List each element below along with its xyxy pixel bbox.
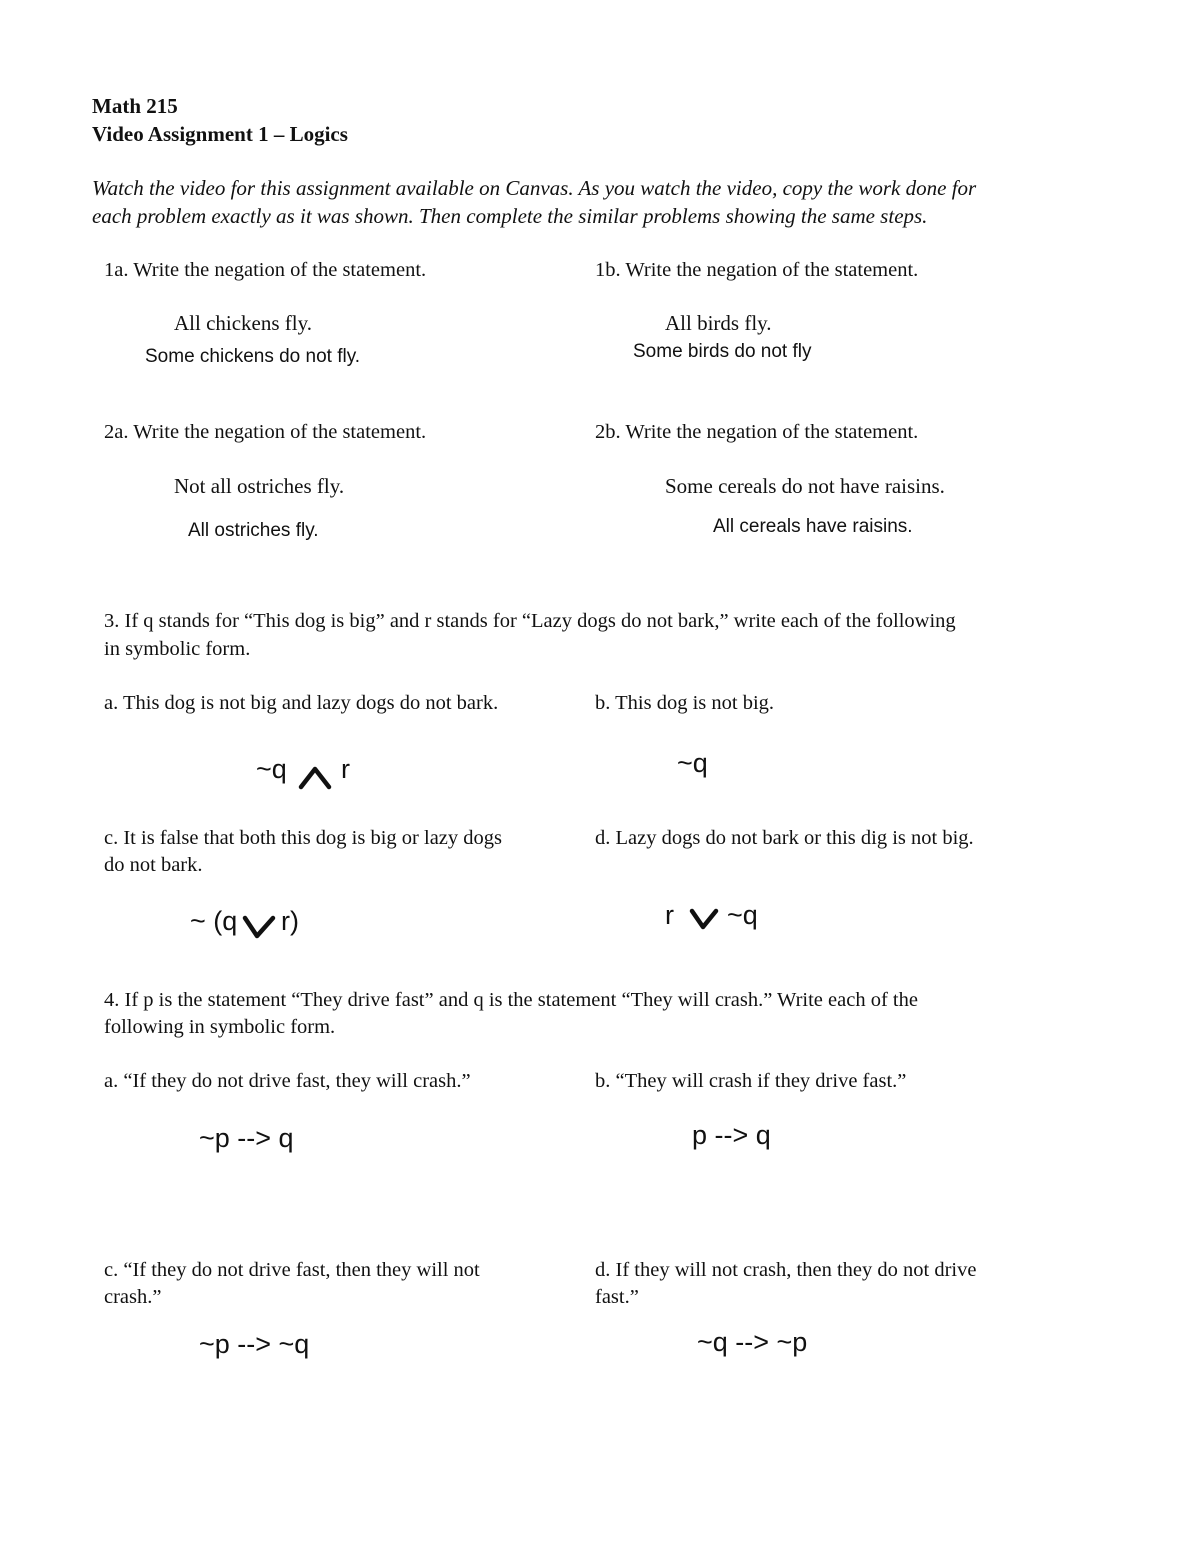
problem-4a-answer: ~p --> q: [199, 1123, 294, 1153]
problem-4c-answer: ~p --> ~q: [199, 1329, 310, 1359]
problem-4b-answer: p --> q: [692, 1120, 771, 1150]
problem-1b-answer: Some birds do not fly: [633, 341, 812, 362]
problem-4-intro-line-1: 4. If p is the statement “They drive fast” and q is the statement “They will crash.” Write each of the: [104, 989, 918, 1011]
problem-4c-prompt-line-2: crash.”: [104, 1286, 162, 1308]
problem-2a-statement: Not all ostriches fly.: [174, 474, 345, 498]
problem-3-intro-line-2: in symbolic form.: [104, 638, 251, 660]
problem-4d-prompt-line-2: fast.”: [595, 1286, 639, 1308]
problem-3-intro-line-1: 3. If q stands for “This dog is big” and r stands for “Lazy dogs do not bark,” write each of the following: [104, 610, 956, 632]
assignment-title: Video Assignment 1 – Logics: [92, 122, 348, 146]
problem-3a-answer-right: r: [341, 754, 350, 784]
problem-4c-prompt-line-1: c. “If they do not drive fast, then they will not: [104, 1259, 480, 1281]
problem-3c-answer-right: r): [281, 906, 299, 936]
problem-3d-answer-left: r: [665, 900, 674, 930]
problem-1b-prompt: 1b. Write the negation of the statement.: [595, 259, 919, 281]
problem-2b-statement: Some cereals do not have raisins.: [665, 474, 945, 498]
problem-3c-prompt-line-1: c. It is false that both this dog is big or lazy dogs: [104, 827, 502, 849]
problem-1a-answer: Some chickens do not fly.: [145, 346, 361, 367]
problem-4-intro-line-2: following in symbolic form.: [104, 1016, 336, 1038]
problem-4a-prompt: a. “If they do not drive fast, they will crash.”: [104, 1070, 471, 1092]
problem-3a-prompt: a. This dog is not big and lazy dogs do not bark.: [104, 692, 499, 714]
course-title: Math 215: [92, 94, 178, 118]
problem-1a-prompt: 1a. Write the negation of the statement.: [104, 259, 427, 281]
problem-2b-answer: All cereals have raisins.: [713, 516, 913, 537]
problem-4d-prompt-line-1: d. If they will not crash, then they do not drive: [595, 1259, 977, 1281]
logical-or-icon: [242, 914, 276, 940]
problem-1b-statement: All birds fly.: [665, 311, 772, 335]
problem-3d-answer-right: ~q: [727, 900, 758, 930]
logical-and-icon: [298, 764, 332, 790]
problem-1a-statement: All chickens fly.: [174, 311, 313, 335]
logical-or-icon: [689, 907, 719, 931]
problem-2b-prompt: 2b. Write the negation of the statement.: [595, 421, 919, 443]
problem-3b-prompt: b. This dog is not big.: [595, 692, 775, 714]
problem-2a-answer: All ostriches fly.: [188, 520, 319, 541]
problem-2a-prompt: 2a. Write the negation of the statement.: [104, 421, 427, 443]
problem-4d-answer: ~q --> ~p: [697, 1327, 808, 1357]
problem-4b-prompt: b. “They will crash if they drive fast.”: [595, 1070, 907, 1092]
problem-3c-prompt-line-2: do not bark.: [104, 854, 203, 876]
problem-3a-answer-left: ~q: [256, 754, 287, 784]
instructions-line-1: Watch the video for this assignment available on Canvas. As you watch the video, copy the work done for: [92, 176, 977, 200]
problem-3d-prompt: d. Lazy dogs do not bark or this dig is not big.: [595, 827, 974, 849]
instructions-line-2: each problem exactly as it was shown. Then complete the similar problems showing the same steps.: [92, 204, 928, 228]
problem-3c-answer-left: ~ (q: [190, 906, 238, 936]
problem-3b-answer: ~q: [677, 748, 708, 778]
